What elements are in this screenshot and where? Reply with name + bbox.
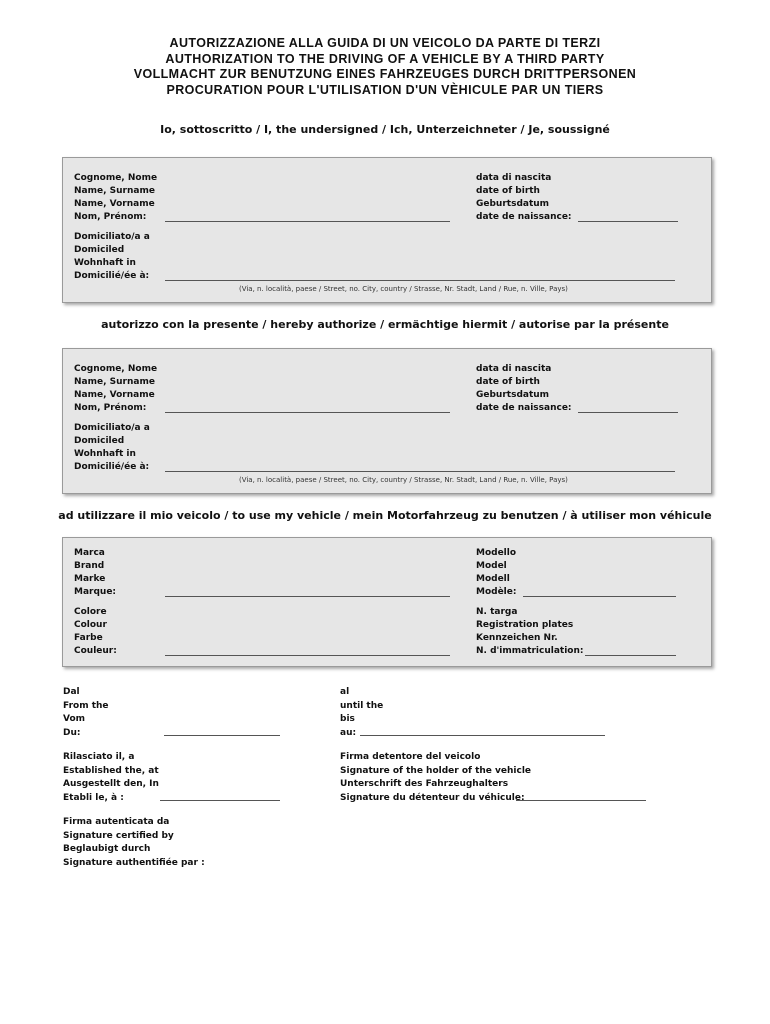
until-date-label: al until the bis au:	[340, 687, 384, 738]
vehicle-model-label: Modello Model Modell Modèle:	[476, 548, 517, 597]
third-party-address-field[interactable]	[165, 471, 675, 472]
title-italian: AUTORIZZAZIONE ALLA GUIDA DI UN VEICOLO DA PARTE DI TERZI	[169, 36, 601, 50]
owner-address-hint: (Via, n. località, paese / Street, no. City, country / Strasse, Nr. Stadt, Land / Rue, n. Ville, Pays)	[239, 285, 568, 293]
holder-signature-label: Firma detentore del veicolo Signature of the holder of the vehicle Unterschrift des Fahrzeughalters Signature du détenteur du véhicule:	[340, 752, 532, 803]
third-party-birthdate-field[interactable]	[578, 412, 678, 413]
vehicle-colour-label: Colore Colour Farbe Couleur:	[74, 607, 117, 656]
holder-signature-field[interactable]	[516, 800, 646, 801]
issued-field[interactable]	[160, 800, 280, 801]
vehicle-brand-field[interactable]	[165, 596, 450, 597]
owner-name-field[interactable]	[165, 221, 450, 222]
owner-address-field[interactable]	[165, 280, 675, 281]
title-french: PROCURATION POUR L'UTILISATION D'UN VÈHICULE PAR UN TIERS	[166, 82, 604, 97]
vehicle-brand-label: Marca Brand Marke Marque:	[74, 548, 117, 597]
third-party-address-hint: (Via, n. località, paese / Street, no. City, country / Strasse, Nr. Stadt, Land / Rue, n. Ville, Pays)	[239, 476, 568, 484]
from-date-field[interactable]	[164, 735, 280, 736]
use-vehicle-line: ad utilizzare il mio veicolo / to use my vehicle / mein Motorfahrzeug zu benutzen / à utiliser mon véhicule	[58, 509, 712, 522]
third-party-domicile-label: Domiciliato/a a Domiciled Wohnhaft in Domicilié/ée à:	[74, 423, 150, 472]
vehicle-plate-label: N. targa Registration plates Kennzeichen Nr. N. d'immatriculation:	[476, 607, 584, 656]
title-english: AUTHORIZATION TO THE DRIVING OF A VEHICLE BY A THIRD PARTY	[165, 51, 605, 66]
from-date-label: Dal From the Vom Du:	[63, 687, 109, 738]
owner-domicile-label: Domiciliato/a a Domiciled Wohnhaft in Domicilié/ée à:	[74, 232, 150, 281]
third-party-name-field[interactable]	[165, 412, 450, 413]
document-title	[0, 36, 770, 98]
until-date-field[interactable]	[360, 735, 605, 736]
title-german: VOLLMACHT ZUR BENUTZUNG EINES FAHRZEUGES DURCH DRITTPERSONEN	[133, 67, 637, 81]
authorize-line: autorizzo con la presente / hereby authorize / ermächtige hiermit / autorise par la présente	[101, 318, 669, 331]
vehicle-model-field[interactable]	[523, 596, 676, 597]
owner-birthdate-field[interactable]	[578, 221, 678, 222]
vehicle-details-box	[62, 537, 712, 667]
vehicle-colour-field[interactable]	[165, 655, 450, 656]
certified-by-label: Firma autenticata da Signature certified by Beglaubigt durch Signature authentifiée par :	[63, 817, 205, 868]
owner-birthdate-label: data di nascita date of birth Geburtsdatum date de naissance:	[476, 173, 572, 222]
owner-details-box	[62, 157, 712, 303]
intro-line: Io, sottoscritto / I, the undersigned / Ich, Unterzeichneter / Je, soussigné	[160, 123, 610, 136]
third-party-birthdate-label: data di nascita date of birth Geburtsdatum date de naissance:	[476, 364, 572, 413]
third-party-name-label: Cognome, Nome Name, Surname Name, Vorname Nom, Prénom:	[74, 364, 158, 413]
owner-name-label: Cognome, Nome Name, Surname Name, Vorname Nom, Prénom:	[74, 173, 158, 222]
issued-label: Rilasciato il, a Established the, at Ausgestellt den, In Etabli le, à :	[63, 752, 159, 803]
vehicle-plate-field[interactable]	[585, 655, 676, 656]
third-party-details-box	[62, 348, 712, 494]
